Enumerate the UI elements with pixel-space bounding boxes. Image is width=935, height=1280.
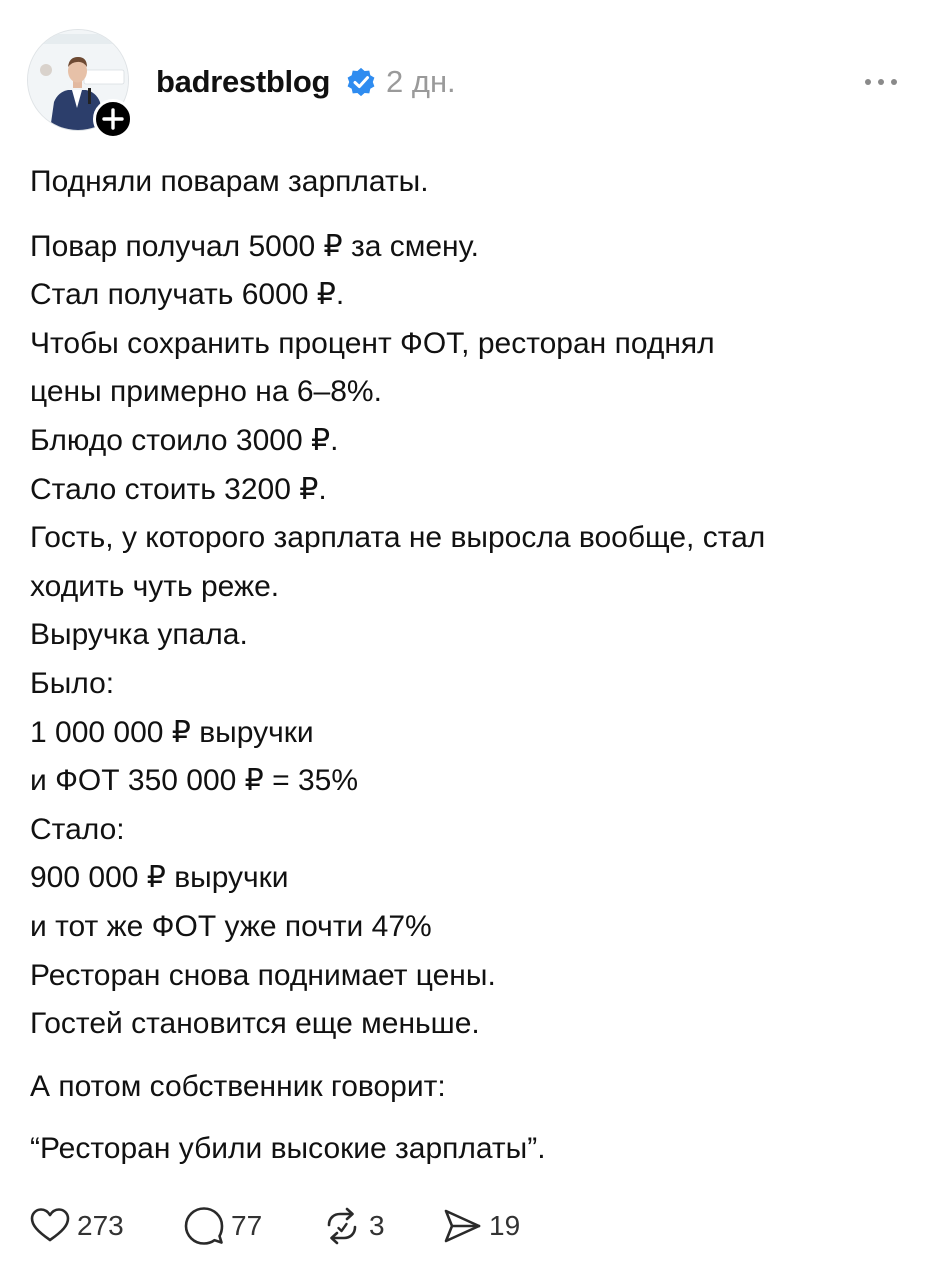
post-line: ходить чуть реже. <box>30 569 280 603</box>
post-text <box>30 158 910 1174</box>
more-dots-icon[interactable] <box>861 70 901 94</box>
post-line: Гость, у которого зарплата не выросла вообще, стал <box>30 521 766 555</box>
heart-icon <box>29 1205 71 1247</box>
post-line: 900 000 ₽ выручки <box>30 861 289 895</box>
repost-button[interactable] <box>321 1204 385 1248</box>
like-count: 273 <box>77 1210 124 1241</box>
post-line: цены примерно на 6–8%. <box>30 375 382 409</box>
post-time: 2 дн. <box>386 64 456 99</box>
post-line: Стало стоить 3200 ₽. <box>30 472 327 506</box>
share-count: 19 <box>489 1210 521 1241</box>
repost-count: 3 <box>369 1210 385 1241</box>
username[interactable]: badrestblog <box>156 64 331 99</box>
repost-icon <box>321 1205 363 1247</box>
post-line: и ФОТ 350 000 ₽ = 35% <box>30 764 358 798</box>
post-line: Повар получал 5000 ₽ за смену. <box>30 229 479 263</box>
post-quote: “Ресторан убили высокие зарплаты”. <box>30 1132 546 1166</box>
comment-button[interactable] <box>183 1204 262 1248</box>
action-bar <box>29 1204 909 1248</box>
post-line: Гостей становится еще меньше. <box>30 1007 480 1041</box>
post-intro: Подняли поварам зарплаты. <box>30 165 429 198</box>
post-line: Выручка упала. <box>30 618 248 652</box>
post-line: и тот же ФОТ уже почти 47% <box>30 909 432 943</box>
send-icon <box>441 1205 483 1247</box>
post-line: Чтобы сохранить процент ФОТ, ресторан поднял <box>30 326 715 360</box>
comment-bubble-icon <box>183 1205 225 1247</box>
follow-button[interactable] <box>93 99 133 139</box>
avatar-container[interactable] <box>27 29 131 133</box>
plus-icon <box>96 102 130 136</box>
post-line: 1 000 000 ₽ выручки <box>30 715 314 749</box>
post-line: Было: <box>30 666 115 700</box>
post-line: Ресторан снова поднимает цены. <box>30 958 496 992</box>
comment-count: 77 <box>231 1210 263 1241</box>
post-line: Блюдо стоило 3000 ₽. <box>30 423 339 457</box>
post-owner-line: А потом собственник говорит: <box>30 1069 446 1103</box>
post-line: Стало: <box>30 812 125 846</box>
verified-badge-icon <box>344 65 378 99</box>
post-line: Стал получать 6000 ₽. <box>30 278 345 312</box>
share-button[interactable] <box>441 1204 520 1248</box>
like-button[interactable] <box>29 1204 124 1248</box>
